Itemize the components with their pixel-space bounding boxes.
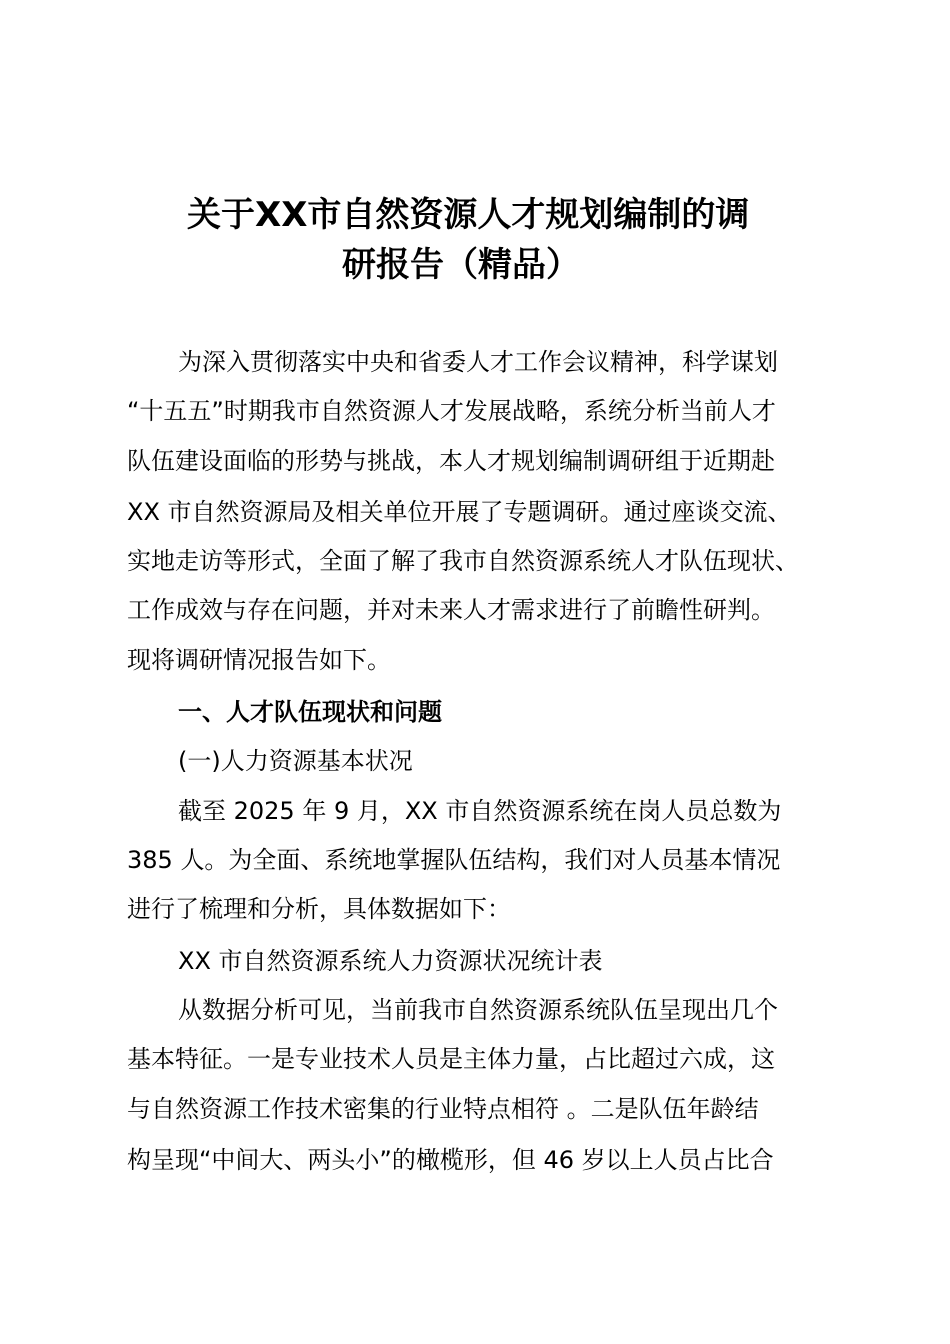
text-line: 385 人。为全面、系统地掌握队伍结构，我们对人员基本情况 [127,846,781,874]
text-line: 实地走访等形式，全面了解了我市自然资源系统人才队伍现状、 [127,547,799,575]
text-line: 现将调研情况报告如下。 [127,646,391,674]
title-line: 研报告（精品） [342,245,580,285]
text-line: 与自然资源工作技术密集的行业特点相符 。二是队伍年龄结 [127,1095,759,1123]
text-line: “十五五”时期我市自然资源人才发展战略，系统分析当前人才 [127,397,776,425]
text-line: 基本特征。一是专业技术人员是主体力量，占比超过六成，这 [127,1045,775,1073]
text-line: 从数据分析可见，当前我市自然资源系统队伍呈现出几个 [178,996,778,1024]
subsection-heading: (一)人力资源基本状况 [178,747,413,775]
table-caption: XX 市自然资源系统人力资源状况统计表 [178,947,603,975]
text-line: XX 市自然资源局及相关单位开展了专题调研。通过座谈交流、 [127,498,792,526]
text-line: 工作成效与存在问题，并对未来人才需求进行了前瞻性研判。 [127,596,775,624]
text-line: 为深入贯彻落实中央和省委人才工作会议精神，科学谋划 [178,348,778,376]
text-line: 截至 2025 年 9 月，XX 市自然资源系统在岗人员总数为 [178,797,782,825]
text-line: 进行了梳理和分析，具体数据如下： [127,895,511,923]
title-line: 关于XX市自然资源人才规划编制的调 [187,195,750,235]
section-heading: 一、人才队伍现状和问题 [178,698,442,726]
text-line: 构呈现“中间大、两头小”的橄榄形，但 46 岁以上人员占比合 [127,1146,774,1174]
text-line: 队伍建设面临的形势与挑战，本人才规划编制调研组于近期赴 [127,447,775,475]
